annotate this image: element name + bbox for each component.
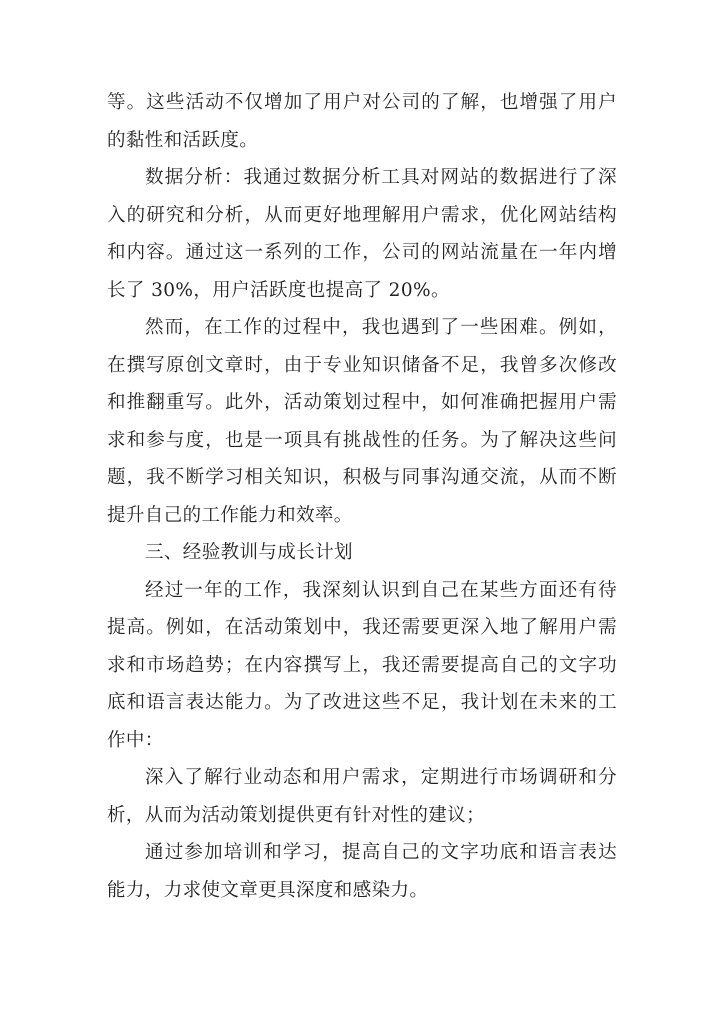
paragraph-plan-item-1: 深入了解行业动态和用户需求，定期进行市场调研和分析，从而为活动策划提供更有针对性的建议； [107, 767, 617, 826]
paragraph-reflection: 经过一年的工作，我深刻认识到自己在某些方面还有待提高。例如，在活动策划中，我还需要更深入地了解用户需求和市场趋势；在内容撰写上，我还需要提高自己的文字功底和语言表达能力。为了改进这些不足，我计划在未来的工作中： [107, 579, 617, 751]
paragraph-plan-item-2: 通过参加培训和学习，提高自己的文字功底和语言表达能力，力求使文章更具深度和感染力。 [107, 842, 617, 901]
paragraph-difficulties: 然而，在工作的过程中，我也遇到了一些困难。例如，在撰写原创文章时，由于专业知识储备不足，我曾多次修改和推翻重写。此外，活动策划过程中，如何准确把握用户需求和参与度，也是一项具有挑战性的任务。为了解决这些问题，我不断学习相关知识，积极与同事沟通交流，从而不断提升自己的工作能力和效率。 [107, 317, 617, 526]
section-heading-lessons: 三、经验教训与成长计划 [145, 542, 353, 563]
document-body [107, 84, 617, 909]
paragraph-data-analysis: 数据分析：我通过数据分析工具对网站的数据进行了深入的研究和分析，从而更好地理解用户需求，优化网站结构和内容。通过这一系列的工作，公司的网站流量在一年内增长了 30%，用户活跃度也提高了 20%。 [107, 167, 617, 301]
paragraph-continuation: 等。这些活动不仅增加了用户对公司的了解，也增强了用户的黏性和活跃度。 [107, 92, 617, 151]
